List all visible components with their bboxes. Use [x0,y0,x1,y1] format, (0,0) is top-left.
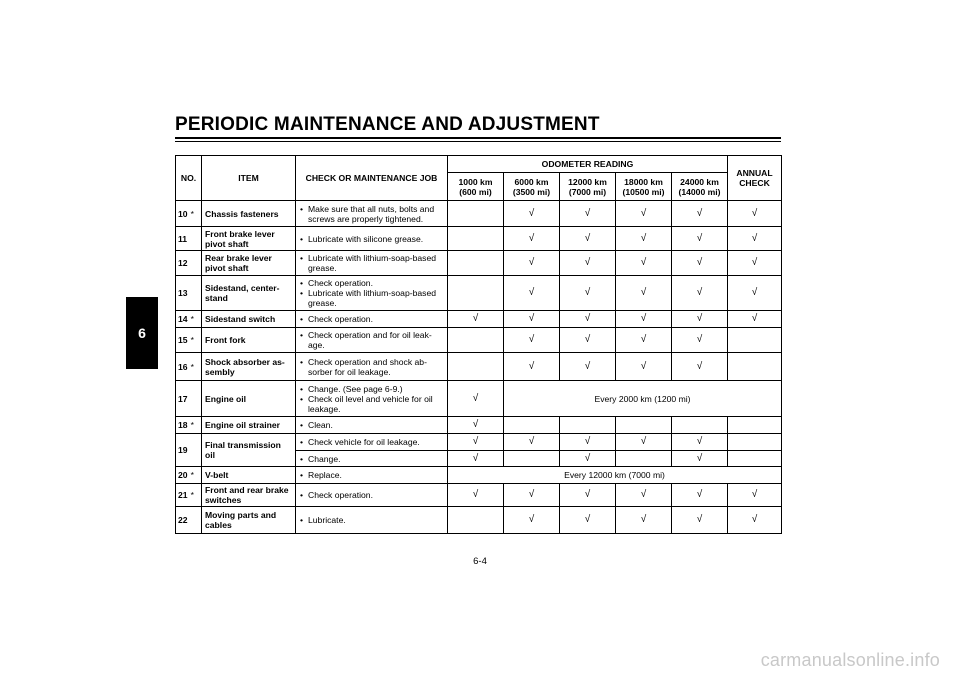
check-cell: √ [504,311,560,328]
row-number [176,417,202,434]
chapter-tab[interactable]: 6 [126,297,158,369]
job-cell [296,484,448,507]
table-row [176,227,782,251]
row-number-text: 14 [178,314,188,324]
check-cell [728,451,782,467]
check-cell: √ [504,201,560,227]
check-cell: √ [616,276,672,311]
odometer-24000: 24000 km (14000 mi) [672,173,728,201]
check-cell: √ [672,227,728,251]
job-item: • Make sure that all nuts, bolts and screws are properly tightened. [299,204,444,224]
check-cell: √ [504,276,560,311]
job-list [299,253,444,273]
maintenance-rows [176,201,782,534]
item-name: V-belt [202,467,296,484]
check-cell: √ [448,451,504,467]
row-number-text: 22 [178,515,188,525]
check-cell: √ [504,227,560,251]
check-cell: √ [672,251,728,276]
check-cell: √ [448,484,504,507]
item-name: Rear brake lever pivot shaft [202,251,296,276]
page-title: PERIODIC MAINTENANCE AND ADJUSTMENT [175,114,600,135]
check-cell: √ [504,507,560,534]
job-list [299,515,444,525]
row-number [176,227,202,251]
job-item: • Check operation. [299,278,444,288]
job-cell [296,467,448,484]
job-cell [296,201,448,227]
asterisk-mark: * [190,335,194,345]
check-cell: √ [672,507,728,534]
check-cell: √ [728,251,782,276]
row-number [176,434,202,467]
row-number [176,251,202,276]
check-cell: √ [560,276,616,311]
item-name: Moving parts and cables [202,507,296,534]
row-number [176,276,202,311]
job-list [299,357,444,377]
job-item: • Check operation. [299,314,444,324]
check-cell: √ [448,381,504,417]
asterisk-mark: * [190,470,194,480]
job-list [299,314,444,324]
item-name: Sidestand switch [202,311,296,328]
check-cell [448,201,504,227]
table-row [176,381,782,417]
check-cell: √ [616,353,672,381]
job-item: • Lubricate with lithium-soap-based grease. [299,288,444,308]
odometer-6000: 6000 km (3500 mi) [504,173,560,201]
check-cell: √ [616,507,672,534]
job-item: • Check vehicle for oil leakage. [299,437,444,447]
table-row [176,201,782,227]
job-item: • Check operation and for oil leak-age. [299,330,444,350]
row-number [176,311,202,328]
job-cell [296,507,448,534]
job-list [299,234,444,244]
check-cell [448,251,504,276]
check-cell [728,417,782,434]
odometer-12000: 12000 km (7000 mi) [560,173,616,201]
check-cell: √ [728,201,782,227]
check-cell: √ [448,434,504,451]
table-row [176,328,782,353]
job-cell [296,451,448,467]
job-cell [296,311,448,328]
col-header-annual: ANNUAL CHECK [728,156,782,201]
job-item: • Lubricate with silicone grease. [299,234,444,244]
job-cell [296,251,448,276]
row-number-text: 16 [178,361,188,372]
check-cell [728,353,782,381]
row-number [176,381,202,417]
item-name: Engine oil [202,381,296,417]
item-name: Sidestand, center-stand [202,276,296,311]
table-row [176,434,782,451]
job-list [299,454,444,464]
job-list [299,330,444,350]
row-number-text: 15 [178,335,188,345]
check-cell: √ [560,227,616,251]
check-cell: √ [616,251,672,276]
check-cell: √ [672,276,728,311]
job-list [299,470,444,480]
check-cell [672,417,728,434]
check-cell: √ [672,311,728,328]
check-cell [728,434,782,451]
check-cell: √ [448,311,504,328]
check-cell [504,417,560,434]
col-header-item: ITEM [202,156,296,201]
job-item: • Change. [299,454,444,464]
check-cell: √ [672,328,728,353]
job-list [299,384,444,414]
check-cell [448,276,504,311]
check-cell: √ [672,434,728,451]
row-number [176,201,202,227]
job-item: • Check operation and shock ab-sorber for oil leakage. [299,357,444,377]
check-cell: √ [560,451,616,467]
page-number: 6-4 [473,556,487,567]
job-list [299,204,444,224]
check-cell: √ [728,311,782,328]
item-name: Engine oil strainer [202,417,296,434]
check-cell: √ [560,328,616,353]
table-row [176,467,782,484]
asterisk-mark: * [190,208,194,219]
item-name: Front fork [202,328,296,353]
job-list [299,420,444,430]
check-cell: √ [560,484,616,507]
check-cell: √ [504,484,560,507]
check-cell: √ [616,484,672,507]
job-cell [296,353,448,381]
job-item: • Check operation. [299,490,444,500]
check-cell: √ [728,484,782,507]
item-name: Front and rear brake switches [202,484,296,507]
check-cell [448,353,504,381]
table-row [176,251,782,276]
check-cell: √ [560,251,616,276]
job-cell [296,434,448,451]
check-cell: √ [672,484,728,507]
row-number-text: 11 [178,233,188,244]
check-cell [728,328,782,353]
check-cell: √ [560,353,616,381]
row-number [176,507,202,534]
check-cell: √ [504,328,560,353]
job-item: • Check oil level and vehicle for oil leakage. [299,394,444,414]
col-header-job: CHECK OR MAINTENANCE JOB [296,156,448,201]
check-cell [504,451,560,467]
asterisk-mark: * [190,490,194,500]
check-cell: √ [448,417,504,434]
table-row [176,484,782,507]
check-cell: √ [728,276,782,311]
check-cell [616,417,672,434]
check-cell: √ [560,434,616,451]
job-cell [296,328,448,353]
row-number-text: 17 [178,393,188,404]
check-cell: √ [728,227,782,251]
check-cell: √ [504,353,560,381]
maintenance-table [175,155,782,534]
job-cell [296,227,448,251]
job-item: • Lubricate. [299,515,444,525]
watermark: carmanualsonline.info [760,650,940,670]
check-cell [448,227,504,251]
title-rule-thin [175,141,781,142]
title-rule [175,137,781,139]
row-number-text: 19 [178,445,188,455]
item-name: Chassis fasteners [202,201,296,227]
job-cell [296,417,448,434]
row-number [176,353,202,381]
item-name: Final transmission oil [202,434,296,467]
job-item: • Clean. [299,420,444,430]
row-number [176,328,202,353]
check-cell: √ [560,311,616,328]
item-name: Front brake lever pivot shaft [202,227,296,251]
check-cell: √ [616,311,672,328]
job-cell [296,276,448,311]
row-number-text: 21 [178,490,188,500]
job-item: • Change. (See page 6-9.) [299,384,444,394]
check-cell [560,417,616,434]
odometer-18000: 18000 km (10500 mi) [616,173,672,201]
check-cell [616,451,672,467]
row-number-text: 10 [178,208,188,219]
check-cell: √ [560,507,616,534]
table-row [176,507,782,534]
table-row [176,417,782,434]
check-cell: √ [616,434,672,451]
row-number [176,467,202,484]
job-cell [296,381,448,417]
job-list [299,278,444,308]
table-row [176,311,782,328]
row-number-text: 12 [178,258,188,268]
job-item: • Lubricate with lithium-soap-based grease. [299,253,444,273]
check-cell: √ [672,201,728,227]
row-number-text: 18 [178,420,188,430]
col-header-odometer: ODOMETER READING [448,156,728,173]
check-cell [448,328,504,353]
asterisk-mark: * [190,314,194,324]
col-header-no: NO. [176,156,202,201]
odometer-1000: 1000 km (600 mi) [448,173,504,201]
row-number [176,484,202,507]
table-row [176,276,782,311]
check-cell: √ [504,434,560,451]
row-number-text: 13 [178,288,188,298]
check-cell: √ [560,201,616,227]
job-item: • Replace. [299,470,444,480]
check-cell: √ [672,353,728,381]
job-list [299,490,444,500]
check-cell: √ [616,328,672,353]
check-cell [448,507,504,534]
row-number-text: 20 [178,470,188,480]
check-cell: √ [504,251,560,276]
check-cell: √ [672,451,728,467]
interval-text: Every 12000 km (7000 mi) [448,467,782,484]
check-cell: √ [728,507,782,534]
check-cell: √ [616,227,672,251]
item-name: Shock absorber as-sembly [202,353,296,381]
asterisk-mark: * [190,420,194,430]
table-row [176,353,782,381]
check-cell: √ [616,201,672,227]
asterisk-mark: * [190,361,194,372]
interval-text: Every 2000 km (1200 mi) [504,381,782,417]
job-list [299,437,444,447]
